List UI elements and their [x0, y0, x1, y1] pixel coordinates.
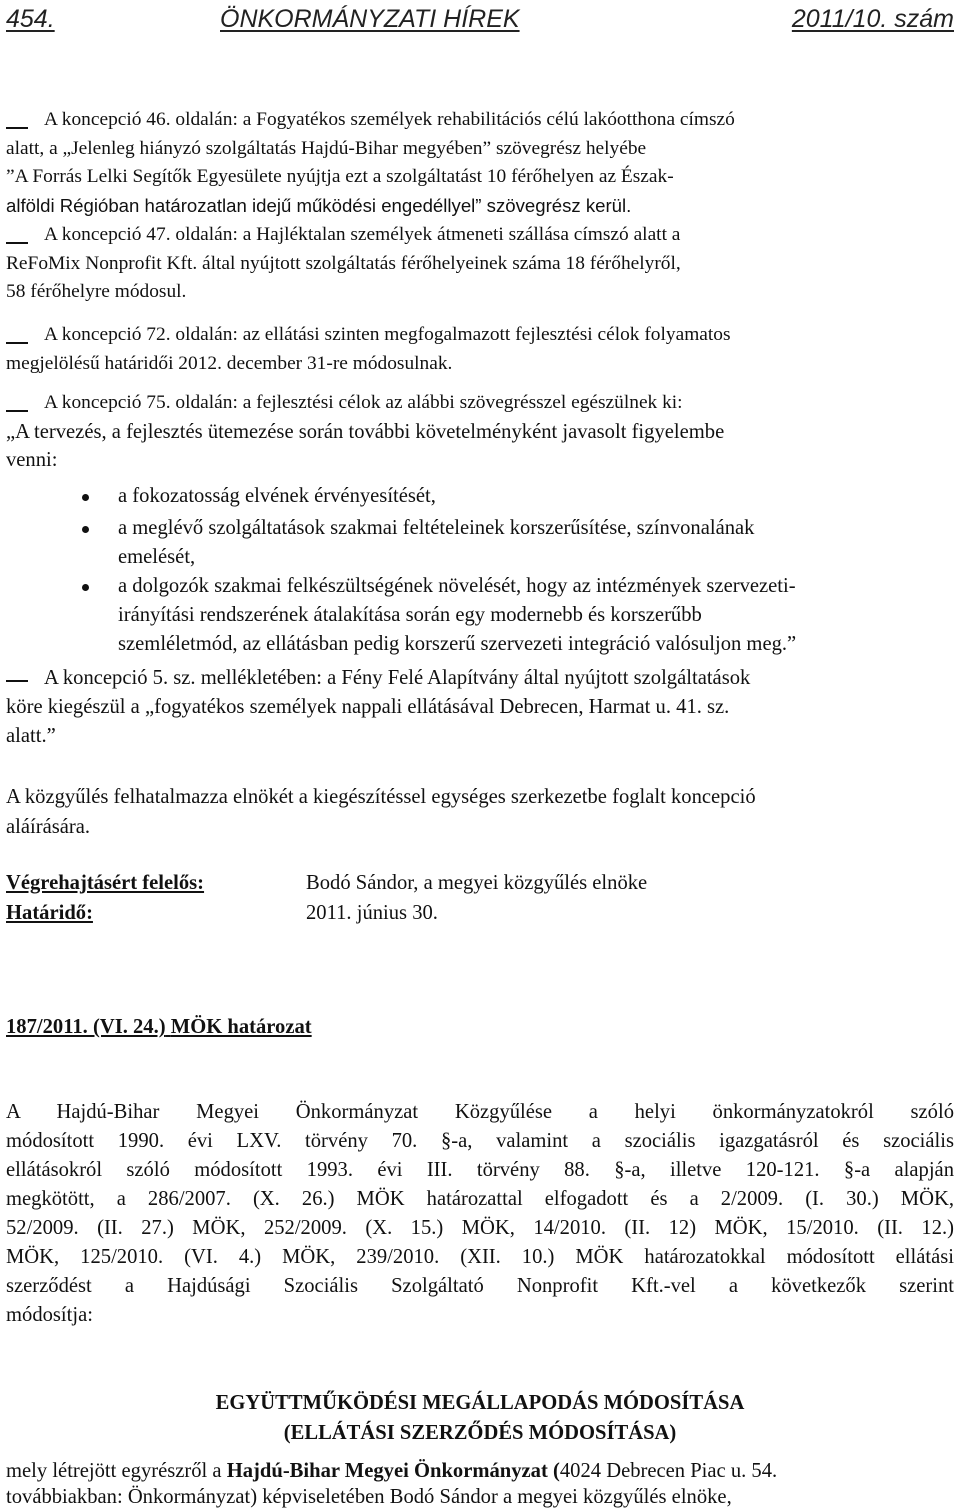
- dash-bullet: [6, 127, 28, 129]
- text-line: emelését,: [118, 545, 196, 568]
- text-line: MÖK, 125/2010. (VI. 4.) MÖK, 239/2010. (XII. 10.) MÖK határozatokkal módosított ellátási: [6, 1246, 954, 1268]
- text-line: alatt, a „Jelenleg hiányzó szolgáltatás Hajdú-Bihar megyében” szövegrész helyébe: [6, 137, 647, 159]
- text-line: A koncepció 75. oldalán: a fejlesztési célok az alábbi szövegrésszel egészülnek ki:: [44, 392, 683, 413]
- closing-party: Hajdú-Bihar Megyei Önkormányzat (: [226, 1460, 560, 1482]
- list-item: [6, 664, 954, 751]
- dash-bullet: [6, 680, 28, 682]
- agreement-title-line: (ELLÁTÁSI SZERZŐDÉS MÓDOSÍTÁSA): [283, 1422, 677, 1444]
- bullet-item: [118, 482, 954, 511]
- text-line: A koncepció 5. sz. mellékletében: a Fény Felé Alapítvány által nyújtott szolgáltatások: [44, 667, 751, 689]
- list-item: [6, 321, 954, 378]
- text-line: szerződést a Hajdúsági Szociális Szolgáltató Nonprofit Kft.-vel a következők szerint: [6, 1275, 954, 1297]
- agreement-title: [6, 1388, 954, 1448]
- text-line: köre kiegészül a „fogyatékos személyek nappali ellátásával Debrecen, Harmat u. 41. sz.: [6, 696, 730, 718]
- page-header: [6, 2, 954, 36]
- list-item: [6, 106, 954, 220]
- dash-bullet: [6, 342, 28, 344]
- bullet-dot: [82, 494, 89, 501]
- text-line: módosított 1990. évi LXV. törvény 70. §-a, valamint a szociális igazgatásról és szociális: [6, 1130, 954, 1152]
- authorization-paragraph: [6, 782, 954, 842]
- resolution-paragraph: [6, 1098, 954, 1330]
- responsible-value: Bodó Sándor, a megyei közgyűlés elnöke: [306, 872, 648, 894]
- page-number: 454.: [6, 5, 55, 33]
- text-line: ReFoMix Nonprofit Kft. által nyújtott szolgáltatás férőhelyeinek száma 18 férőhelyről,: [6, 252, 681, 274]
- text-line: 52/2009. (II. 27.) MÖK, 252/2009. (X. 15.) MÖK, 14/2010. (II. 12) MÖK, 15/2010. (II. 12.): [6, 1217, 954, 1239]
- text-line: irányítási rendszerének átalakítása során egy modernebb és korszerűbb: [118, 604, 702, 626]
- text-line: ellátásokról szóló módosított 1993. évi III. törvény 88. §-a, illetve 120-121. §-a alapján: [6, 1159, 954, 1181]
- text-line: ”A Forrás Lelki Segítők Egyesülete nyújtja ezt a szolgáltatást 10 férőhelyen az Észak-: [6, 166, 674, 188]
- closing-address: 4024 Debrecen Piac u. 54.: [559, 1460, 778, 1482]
- bullet-item: [118, 514, 954, 571]
- bullet-dot: [82, 584, 89, 591]
- text-line: alföldi Régióban határozatlan idejű működési engedéllyel” szövegrész kerül.: [6, 194, 632, 216]
- text-line: módosítja:: [6, 1304, 93, 1326]
- list-item: [6, 221, 954, 307]
- text-line: venni:: [6, 449, 58, 472]
- bullet-dot: [82, 526, 89, 533]
- agreement-title-line: EGYÜTTMŰKÖDÉSI MEGÁLLAPODÁS MÓDOSÍTÁSA: [215, 1392, 745, 1414]
- closing-text: mely létrejött egyrészről a: [6, 1460, 227, 1482]
- text-line: alatt.”: [6, 725, 56, 747]
- bullet-item: [118, 572, 954, 659]
- text-line: a dolgozók szakmai felkészültségének növelését, hogy az intézmények szervezeti-: [118, 575, 796, 597]
- text-line: [6, 1458, 777, 1484]
- text-line: a fokozatosság elvének érvényesítését,: [118, 485, 436, 507]
- text-line: A koncepció 47. oldalán: a Hajléktalan személyek átmeneti szállása címszó alatt a: [44, 224, 681, 245]
- text-line: megkötött, a 286/2007. (X. 26.) MÖK határozattal elfogadott és a 2/2009. (I. 30.) MÖK,: [6, 1188, 954, 1210]
- deadline-label: Határidő:: [6, 902, 93, 924]
- dash-bullet: [6, 242, 28, 244]
- text-line: a meglévő szolgáltatások szakmai feltételeinek korszerűsítése, színvonalának: [118, 517, 755, 539]
- resolution-number: 187/2011. (VI. 24.): [6, 1016, 166, 1038]
- publication-title: ÖNKORMÁNYZATI HÍREK: [220, 5, 520, 33]
- resolution-heading: [6, 1013, 954, 1042]
- text-line: A koncepció 46. oldalán: a Fogyatékos személyek rehabilitációs célú lakóotthona címszó: [44, 109, 735, 130]
- deadline-value: 2011. június 30.: [306, 902, 438, 924]
- text-line: „A tervezés, a fejlesztés ütemezése során további követelményként javasolt figyelembe: [6, 420, 725, 443]
- text-line: A Hajdú-Bihar Megyei Önkormányzat Közgyűlése a helyi önkormányzatokról szóló: [6, 1101, 954, 1123]
- text-line: A koncepció 72. oldalán: az ellátási szinten megfogalmazott fejlesztési célok folyamatos: [44, 324, 731, 345]
- responsible-label: Végrehajtásért felelős:: [6, 872, 205, 894]
- list-item: [6, 389, 954, 475]
- text-line: aláírására.: [6, 816, 91, 838]
- text-line: A közgyűlés felhatalmazza elnökét a kiegészítéssel egységes szerkezetbe foglalt koncepció: [6, 786, 756, 808]
- text-line: továbbiakban: Önkormányzat) képviseletében Bodó Sándor a megyei közgyűlés elnöke,: [6, 1486, 732, 1508]
- resolution-title: MÖK határozat: [170, 1016, 312, 1038]
- dash-bullet: [6, 410, 28, 412]
- text-line: 58 férőhelyre módosul.: [6, 281, 187, 303]
- issue-number: 2011/10. szám: [791, 5, 954, 33]
- text-line: megjelölésű határidői 2012. december 31-re módosulnak.: [6, 352, 453, 374]
- text-line: szemléletmód, az ellátásban pedig korszerű szervezeti integráció valósuljon meg.”: [118, 633, 797, 655]
